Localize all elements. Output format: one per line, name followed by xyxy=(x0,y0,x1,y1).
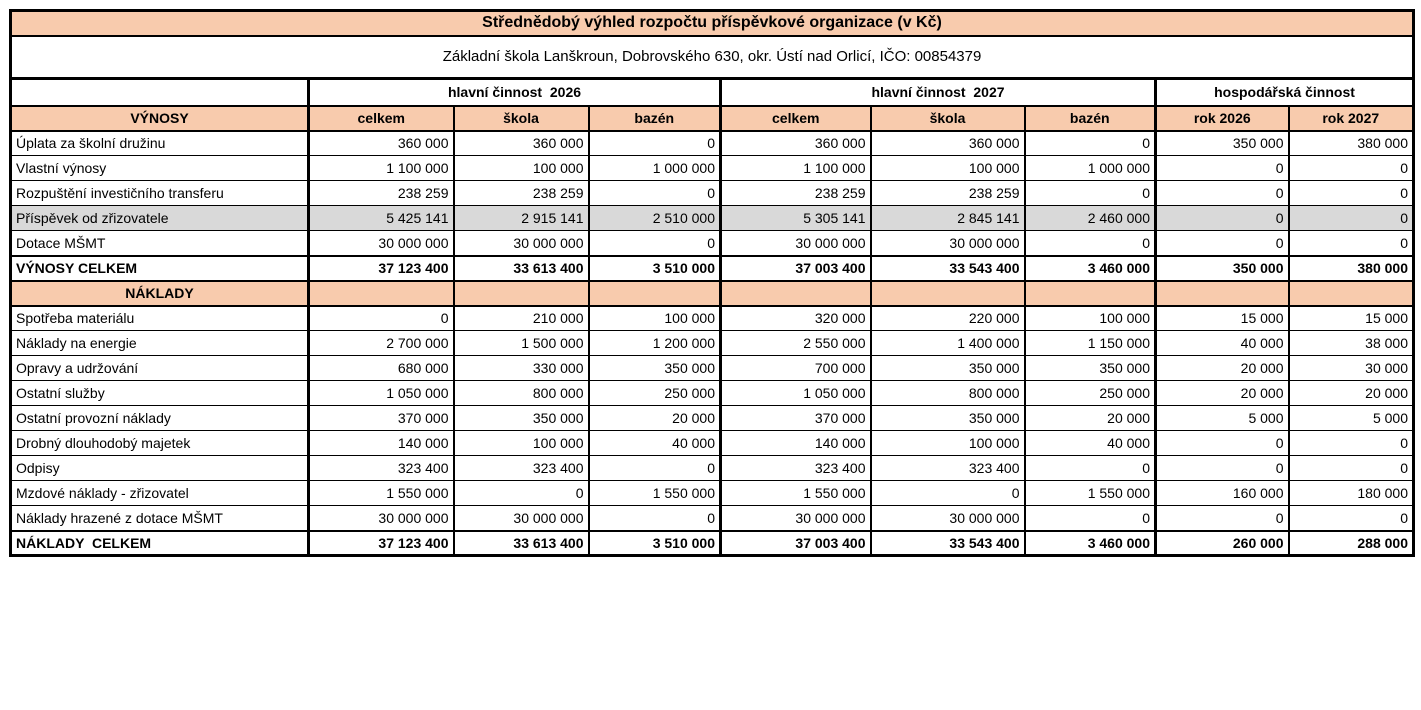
value-cell: 0 xyxy=(1289,206,1414,231)
value-cell: 320 000 xyxy=(721,306,871,331)
value-cell: 30 000 000 xyxy=(309,231,454,256)
value-cell: 38 000 xyxy=(1289,331,1414,356)
value-cell: 100 000 xyxy=(589,306,721,331)
value-cell: 0 xyxy=(1289,156,1414,181)
value-cell: 0 xyxy=(1289,181,1414,206)
value-cell: 360 000 xyxy=(309,131,454,156)
table-row xyxy=(11,331,1414,356)
section-empty-cell xyxy=(589,281,721,306)
value-cell: 100 000 xyxy=(454,156,589,181)
table-row xyxy=(11,356,1414,381)
table-row xyxy=(11,156,1414,181)
value-cell: 0 xyxy=(1156,506,1289,531)
value-cell: 180 000 xyxy=(1289,481,1414,506)
section-empty-cell xyxy=(454,281,589,306)
value-cell: 30 000 000 xyxy=(454,231,589,256)
value-cell: 380 000 xyxy=(1289,131,1414,156)
value-cell: 250 000 xyxy=(589,381,721,406)
naklady-total-row xyxy=(11,531,1414,556)
section-empty-cell xyxy=(721,281,871,306)
value-cell: 1 550 000 xyxy=(589,481,721,506)
value-cell: 0 xyxy=(1025,231,1156,256)
column-group-row xyxy=(11,79,1414,106)
value-cell: 2 845 141 xyxy=(871,206,1025,231)
value-cell: 380 000 xyxy=(1289,256,1414,281)
value-cell: 260 000 xyxy=(1156,531,1289,556)
row-label: Příspěvek od zřizovatele xyxy=(11,206,309,231)
value-cell: 140 000 xyxy=(309,431,454,456)
row-label: Úplata za školní družinu xyxy=(11,131,309,156)
value-cell: 1 100 000 xyxy=(721,156,871,181)
value-cell: 323 400 xyxy=(454,456,589,481)
value-cell: 323 400 xyxy=(721,456,871,481)
section-empty-cell xyxy=(1156,281,1289,306)
value-cell: 0 xyxy=(589,231,721,256)
value-cell: 0 xyxy=(1156,231,1289,256)
value-cell: 288 000 xyxy=(1289,531,1414,556)
table-row xyxy=(11,406,1414,431)
table-subtitle-row xyxy=(11,36,1414,79)
value-cell: 33 613 400 xyxy=(454,256,589,281)
organization-subtitle: Základní škola Lanškroun, Dobrovského 630, okr. Ústí nad Orlicí, IČO: 00854379 xyxy=(11,36,1414,79)
value-cell: 37 123 400 xyxy=(309,256,454,281)
value-cell: 3 460 000 xyxy=(1025,256,1156,281)
value-cell: 360 000 xyxy=(454,131,589,156)
column-header-bazen-2026: bazén xyxy=(589,106,721,131)
section-empty-cell xyxy=(309,281,454,306)
value-cell: 350 000 xyxy=(1156,256,1289,281)
value-cell: 0 xyxy=(589,181,721,206)
group-header-hlavni-cinnost-2027: hlavní činnost 2027 xyxy=(721,79,1156,106)
column-header-vynosy: VÝNOSY xyxy=(11,106,309,131)
value-cell: 30 000 000 xyxy=(871,506,1025,531)
section-empty-cell xyxy=(1025,281,1156,306)
value-cell: 37 123 400 xyxy=(309,531,454,556)
column-header-celkem-2026: celkem xyxy=(309,106,454,131)
value-cell: 0 xyxy=(1156,156,1289,181)
budget-table-body xyxy=(11,11,1414,556)
value-cell: 1 150 000 xyxy=(1025,331,1156,356)
value-cell: 0 xyxy=(1289,431,1414,456)
value-cell: 1 000 000 xyxy=(1025,156,1156,181)
value-cell: 15 000 xyxy=(1289,306,1414,331)
value-cell: 0 xyxy=(1289,456,1414,481)
value-cell: 40 000 xyxy=(1156,331,1289,356)
value-cell: 2 510 000 xyxy=(589,206,721,231)
value-cell: 5 305 141 xyxy=(721,206,871,231)
value-cell: 5 000 xyxy=(1156,406,1289,431)
value-cell: 350 000 xyxy=(871,356,1025,381)
value-cell: 20 000 xyxy=(589,406,721,431)
row-label: Mzdové náklady - zřizovatel xyxy=(11,481,309,506)
row-label: Spotřeba materiálu xyxy=(11,306,309,331)
value-cell: 2 700 000 xyxy=(309,331,454,356)
value-cell: 370 000 xyxy=(721,406,871,431)
value-cell: 5 425 141 xyxy=(309,206,454,231)
row-label: VÝNOSY CELKEM xyxy=(11,256,309,281)
value-cell: 0 xyxy=(871,481,1025,506)
value-cell: 680 000 xyxy=(309,356,454,381)
table-row xyxy=(11,381,1414,406)
value-cell: 0 xyxy=(1156,181,1289,206)
value-cell: 700 000 xyxy=(721,356,871,381)
value-cell: 20 000 xyxy=(1156,381,1289,406)
section-empty-cell xyxy=(871,281,1025,306)
value-cell: 0 xyxy=(1289,231,1414,256)
group-header-hospodarska-cinnost: hospodářská činnost xyxy=(1156,79,1414,106)
value-cell: 330 000 xyxy=(454,356,589,381)
row-label: Opravy a udržování xyxy=(11,356,309,381)
value-cell: 0 xyxy=(1025,456,1156,481)
value-cell: 360 000 xyxy=(721,131,871,156)
vynosy-total-row xyxy=(11,256,1414,281)
value-cell: 0 xyxy=(454,481,589,506)
value-cell: 2 460 000 xyxy=(1025,206,1156,231)
column-header-celkem-2027: celkem xyxy=(721,106,871,131)
value-cell: 0 xyxy=(1156,456,1289,481)
value-cell: 0 xyxy=(1156,206,1289,231)
row-label: Ostatní provozní náklady xyxy=(11,406,309,431)
value-cell: 210 000 xyxy=(454,306,589,331)
value-cell: 350 000 xyxy=(871,406,1025,431)
value-cell: 100 000 xyxy=(1025,306,1156,331)
value-cell: 3 510 000 xyxy=(589,531,721,556)
value-cell: 20 000 xyxy=(1156,356,1289,381)
value-cell: 40 000 xyxy=(589,431,721,456)
value-cell: 30 000 000 xyxy=(721,231,871,256)
column-header-row xyxy=(11,106,1414,131)
value-cell: 238 259 xyxy=(721,181,871,206)
value-cell: 1 500 000 xyxy=(454,331,589,356)
table-row xyxy=(11,481,1414,506)
value-cell: 3 460 000 xyxy=(1025,531,1156,556)
value-cell: 238 259 xyxy=(454,181,589,206)
value-cell: 2 915 141 xyxy=(454,206,589,231)
row-label: Odpisy xyxy=(11,456,309,481)
group-header-hlavni-cinnost-2026: hlavní činnost 2026 xyxy=(309,79,721,106)
value-cell: 350 000 xyxy=(1156,131,1289,156)
value-cell: 15 000 xyxy=(1156,306,1289,331)
value-cell: 140 000 xyxy=(721,431,871,456)
value-cell: 30 000 000 xyxy=(871,231,1025,256)
value-cell: 1 400 000 xyxy=(871,331,1025,356)
value-cell: 1 550 000 xyxy=(309,481,454,506)
value-cell: 238 259 xyxy=(871,181,1025,206)
value-cell: 33 543 400 xyxy=(871,531,1025,556)
value-cell: 1 050 000 xyxy=(309,381,454,406)
table-row xyxy=(11,431,1414,456)
value-cell: 350 000 xyxy=(589,356,721,381)
value-cell: 5 000 xyxy=(1289,406,1414,431)
value-cell: 0 xyxy=(589,506,721,531)
row-label: Náklady hrazené z dotace MŠMT xyxy=(11,506,309,531)
table-row xyxy=(11,206,1414,231)
value-cell: 30 000 000 xyxy=(309,506,454,531)
value-cell: 20 000 xyxy=(1289,381,1414,406)
value-cell: 800 000 xyxy=(871,381,1025,406)
value-cell: 1 050 000 xyxy=(721,381,871,406)
value-cell: 370 000 xyxy=(309,406,454,431)
value-cell: 100 000 xyxy=(871,431,1025,456)
table-row xyxy=(11,456,1414,481)
group-empty-cell xyxy=(11,79,309,106)
column-header-rok-2027: rok 2027 xyxy=(1289,106,1414,131)
value-cell: 0 xyxy=(1156,431,1289,456)
value-cell: 238 259 xyxy=(309,181,454,206)
value-cell: 0 xyxy=(1025,506,1156,531)
value-cell: 20 000 xyxy=(1025,406,1156,431)
value-cell: 0 xyxy=(309,306,454,331)
value-cell: 33 543 400 xyxy=(871,256,1025,281)
value-cell: 30 000 000 xyxy=(721,506,871,531)
value-cell: 37 003 400 xyxy=(721,256,871,281)
value-cell: 3 510 000 xyxy=(589,256,721,281)
value-cell: 250 000 xyxy=(1025,381,1156,406)
naklady-section-row xyxy=(11,281,1414,306)
value-cell: 350 000 xyxy=(454,406,589,431)
row-label: Vlastní výnosy xyxy=(11,156,309,181)
table-row xyxy=(11,181,1414,206)
value-cell: 220 000 xyxy=(871,306,1025,331)
column-header-skola-2026: škola xyxy=(454,106,589,131)
value-cell: 1 550 000 xyxy=(1025,481,1156,506)
section-header-naklady: NÁKLADY xyxy=(11,281,309,306)
value-cell: 30 000 xyxy=(1289,356,1414,381)
column-header-bazen-2027: bazén xyxy=(1025,106,1156,131)
table-row xyxy=(11,131,1414,156)
value-cell: 1 000 000 xyxy=(589,156,721,181)
row-label: Náklady na energie xyxy=(11,331,309,356)
value-cell: 37 003 400 xyxy=(721,531,871,556)
value-cell: 33 613 400 xyxy=(454,531,589,556)
value-cell: 800 000 xyxy=(454,381,589,406)
row-label: Dotace MŠMT xyxy=(11,231,309,256)
row-label: Rozpuštění investičního transferu xyxy=(11,181,309,206)
value-cell: 323 400 xyxy=(871,456,1025,481)
table-row xyxy=(11,306,1414,331)
section-empty-cell xyxy=(1289,281,1414,306)
row-label: NÁKLADY CELKEM xyxy=(11,531,309,556)
value-cell: 0 xyxy=(1025,131,1156,156)
value-cell: 2 550 000 xyxy=(721,331,871,356)
value-cell: 30 000 000 xyxy=(454,506,589,531)
row-label: Drobný dlouhodobý majetek xyxy=(11,431,309,456)
value-cell: 0 xyxy=(589,456,721,481)
value-cell: 1 100 000 xyxy=(309,156,454,181)
table-title: Střednědobý výhled rozpočtu příspěvkové organizace (v Kč) xyxy=(11,11,1414,36)
value-cell: 350 000 xyxy=(1025,356,1156,381)
value-cell: 0 xyxy=(1289,506,1414,531)
value-cell: 0 xyxy=(589,131,721,156)
value-cell: 100 000 xyxy=(871,156,1025,181)
row-label: Ostatní služby xyxy=(11,381,309,406)
value-cell: 1 200 000 xyxy=(589,331,721,356)
value-cell: 100 000 xyxy=(454,431,589,456)
value-cell: 323 400 xyxy=(309,456,454,481)
value-cell: 40 000 xyxy=(1025,431,1156,456)
value-cell: 1 550 000 xyxy=(721,481,871,506)
value-cell: 0 xyxy=(1025,181,1156,206)
table-row xyxy=(11,231,1414,256)
table-title-row xyxy=(11,11,1414,36)
budget-table xyxy=(9,9,1415,557)
column-header-rok-2026: rok 2026 xyxy=(1156,106,1289,131)
value-cell: 160 000 xyxy=(1156,481,1289,506)
value-cell: 360 000 xyxy=(871,131,1025,156)
column-header-skola-2027: škola xyxy=(871,106,1025,131)
table-row xyxy=(11,506,1414,531)
